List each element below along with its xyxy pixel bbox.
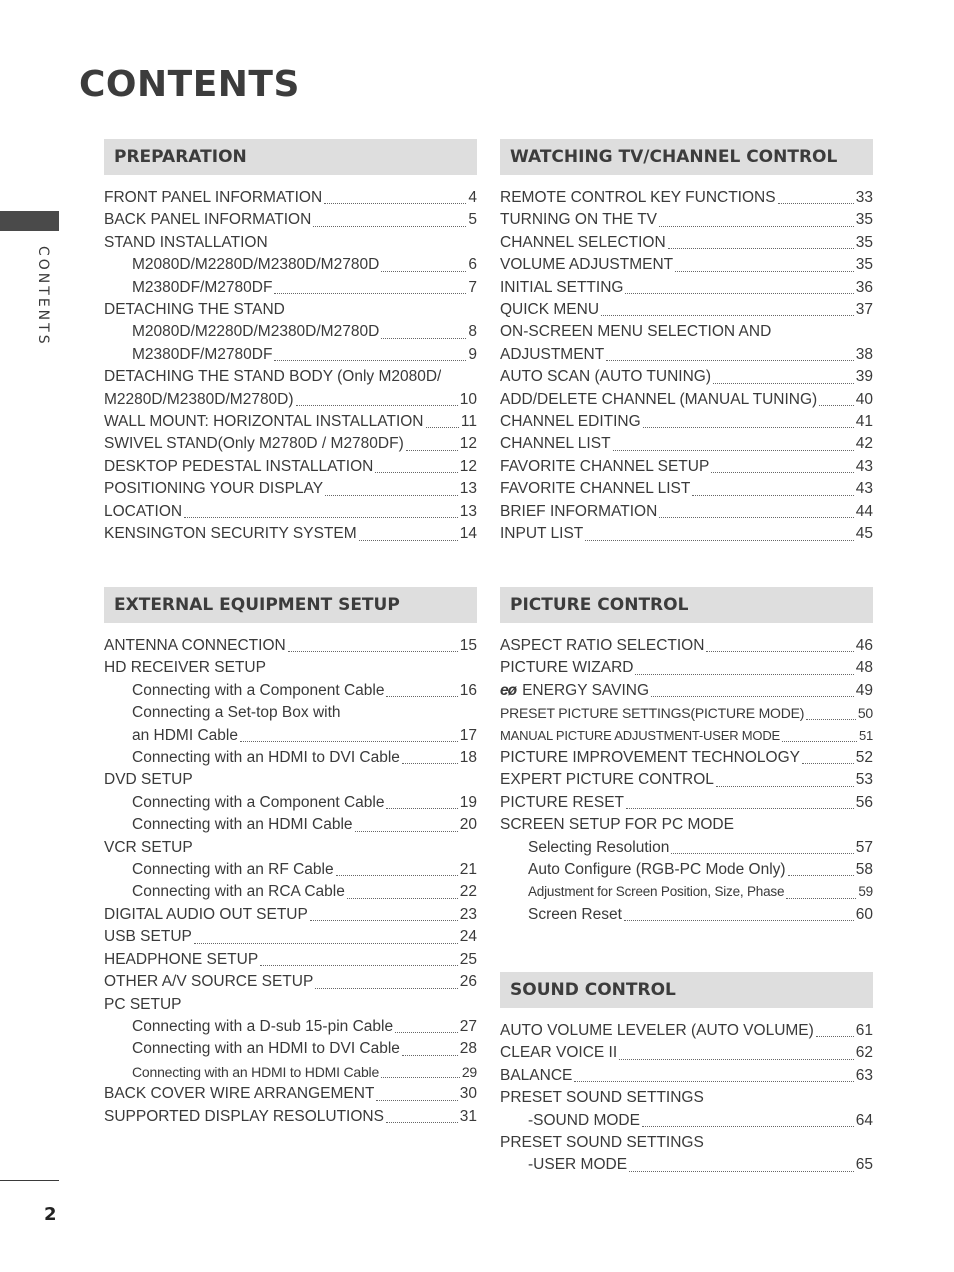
toc-entry-title: M2080D/M2280D/M2380D/M2780D bbox=[132, 323, 380, 341]
toc-entry-title: Screen Reset bbox=[528, 905, 622, 923]
dot-leader bbox=[619, 1055, 854, 1060]
dot-leader bbox=[643, 423, 854, 428]
toc-entry[interactable] bbox=[104, 814, 477, 836]
eco-icon: eø bbox=[500, 681, 517, 699]
toc-entry-title: WALL MOUNT: HORIZONTAL INSTALLATION bbox=[104, 413, 424, 431]
toc-entry[interactable] bbox=[500, 1132, 873, 1154]
toc-entry-page: 12 bbox=[459, 457, 477, 475]
toc-entry[interactable] bbox=[104, 254, 477, 276]
toc-entry-title: VOLUME ADJUSTMENT bbox=[500, 256, 674, 274]
toc-entry[interactable] bbox=[104, 1083, 477, 1105]
toc-entry-title: PC SETUP bbox=[104, 995, 182, 1013]
toc-entry[interactable] bbox=[104, 926, 477, 948]
toc-entry[interactable] bbox=[500, 814, 873, 836]
toc-entry[interactable] bbox=[104, 1038, 477, 1060]
dot-leader bbox=[782, 737, 857, 742]
toc-entry-page: 65 bbox=[855, 1156, 873, 1174]
toc-entry-title: Auto Configure (RGB-PC Mode Only) bbox=[528, 861, 786, 879]
toc-entry[interactable] bbox=[500, 859, 873, 881]
toc-entry-page: 36 bbox=[855, 278, 873, 296]
toc-entry-title: AUTO VOLUME LEVELER (AUTO VOLUME) bbox=[500, 1022, 814, 1039]
toc-entry-page: 6 bbox=[468, 256, 477, 274]
toc-entry-page: 24 bbox=[459, 928, 477, 946]
toc-entry[interactable] bbox=[104, 747, 477, 769]
toc-entry-page: 8 bbox=[468, 323, 477, 341]
toc-entry-page: 61 bbox=[855, 1022, 873, 1039]
toc-entry-title: BACK COVER WIRE ARRANGEMENT bbox=[104, 1085, 375, 1103]
section-external-equipment bbox=[104, 587, 477, 1128]
toc-entry[interactable] bbox=[500, 1020, 873, 1042]
toc-entry-page: 46 bbox=[855, 637, 873, 654]
toc-entry[interactable] bbox=[500, 1154, 873, 1176]
toc-entry-title: DETACHING THE STAND bbox=[104, 301, 285, 319]
dot-leader bbox=[574, 1077, 853, 1082]
dot-leader bbox=[629, 1167, 854, 1172]
toc-entry-page: 42 bbox=[855, 435, 873, 453]
toc-entry-title: PICTURE RESET bbox=[500, 793, 625, 811]
dot-leader bbox=[819, 401, 854, 406]
side-tab-marker bbox=[0, 211, 59, 231]
dot-leader bbox=[376, 1096, 457, 1101]
dot-leader bbox=[240, 737, 458, 742]
toc-entry-title: Connecting with an RF Cable bbox=[132, 861, 334, 879]
dot-leader bbox=[395, 1028, 458, 1033]
toc-entry-page: 5 bbox=[468, 211, 477, 229]
dot-leader bbox=[313, 222, 466, 227]
toc-entry[interactable] bbox=[500, 769, 873, 791]
footer-divider bbox=[0, 1180, 59, 1181]
toc-entry-title: SUPPORTED DISPLAY RESOLUTIONS bbox=[104, 1107, 384, 1125]
toc-list bbox=[500, 635, 873, 926]
dot-leader bbox=[675, 267, 854, 272]
toc-entry[interactable] bbox=[104, 837, 477, 859]
toc-entry-title: VCR SETUP bbox=[104, 838, 193, 856]
toc-entry-page: 15 bbox=[459, 637, 477, 654]
dot-leader bbox=[260, 961, 458, 966]
toc-entry[interactable] bbox=[104, 209, 477, 231]
toc-entry[interactable] bbox=[500, 254, 873, 276]
toc-entry-page: 59 bbox=[858, 884, 873, 900]
toc-entry[interactable] bbox=[500, 366, 873, 388]
dot-leader bbox=[386, 1118, 458, 1123]
toc-entry-title: FRONT PANEL INFORMATION bbox=[104, 189, 323, 206]
toc-entry[interactable] bbox=[500, 1065, 873, 1087]
toc-entry-title: FAVORITE CHANNEL LIST bbox=[500, 480, 691, 498]
section-heading: PICTURE CONTROL bbox=[500, 587, 873, 623]
toc-entry[interactable] bbox=[500, 837, 873, 859]
toc-entry-title: Connecting with an HDMI to HDMI Cable bbox=[132, 1063, 380, 1080]
toc-entry[interactable] bbox=[104, 344, 477, 366]
toc-entry-page: 10 bbox=[459, 390, 477, 408]
dot-leader bbox=[324, 199, 466, 204]
dot-leader bbox=[788, 871, 854, 876]
toc-entry-title: CHANNEL SELECTION bbox=[500, 233, 666, 251]
toc-entry[interactable] bbox=[500, 456, 873, 478]
toc-entry-page: 16 bbox=[459, 681, 477, 699]
toc-entry-title: Connecting with an HDMI Cable bbox=[132, 816, 353, 834]
toc-entry-page: 23 bbox=[459, 905, 477, 923]
dot-leader bbox=[635, 670, 853, 675]
toc-entry-title: CHANNEL EDITING bbox=[500, 413, 641, 431]
dot-leader bbox=[355, 827, 458, 832]
toc-entry-page: 41 bbox=[855, 413, 873, 431]
dot-leader bbox=[381, 1073, 460, 1078]
toc-entry[interactable] bbox=[104, 411, 477, 433]
toc-entry-page: 57 bbox=[855, 838, 873, 856]
toc-entry-page: 22 bbox=[459, 883, 477, 901]
toc-entry[interactable] bbox=[104, 433, 477, 455]
dot-leader bbox=[381, 267, 466, 272]
toc-entry-title: ON-SCREEN MENU SELECTION AND bbox=[500, 323, 772, 341]
toc-entry[interactable] bbox=[104, 859, 477, 881]
toc-entry[interactable] bbox=[500, 635, 873, 657]
toc-entry-page: 63 bbox=[855, 1066, 873, 1084]
toc-entry-title: INPUT LIST bbox=[500, 525, 584, 543]
dot-leader bbox=[816, 1032, 854, 1037]
dot-leader bbox=[606, 356, 854, 361]
toc-entry[interactable] bbox=[104, 904, 477, 926]
toc-list bbox=[104, 187, 477, 546]
section-heading: WATCHING TV/CHANNEL CONTROL bbox=[500, 139, 873, 175]
toc-entry-page: 62 bbox=[855, 1044, 873, 1062]
dot-leader bbox=[194, 939, 458, 944]
dot-leader bbox=[274, 289, 466, 294]
toc-entry-page: 50 bbox=[857, 705, 873, 722]
toc-entry-page: 52 bbox=[855, 749, 873, 767]
toc-entry-page: 11 bbox=[460, 413, 477, 431]
toc-entry-title: KENSINGTON SECURITY SYSTEM bbox=[104, 525, 357, 543]
toc-entry[interactable] bbox=[104, 501, 477, 523]
toc-entry-title: ENERGY SAVING bbox=[522, 681, 649, 699]
toc-entry[interactable] bbox=[104, 702, 477, 724]
toc-entry-title: Connecting with an HDMI to DVI Cable bbox=[132, 749, 400, 767]
toc-entry[interactable] bbox=[104, 725, 477, 747]
toc-entry-title: OTHER A/V SOURCE SETUP bbox=[104, 973, 314, 991]
toc-entry[interactable] bbox=[104, 792, 477, 814]
toc-entry-title: HEADPHONE SETUP bbox=[104, 950, 259, 968]
section-heading: EXTERNAL EQUIPMENT SETUP bbox=[104, 587, 477, 623]
toc-entry-title: QUICK MENU bbox=[500, 301, 600, 319]
toc-entry-title: CHANNEL LIST bbox=[500, 435, 611, 453]
toc-entry-page: 4 bbox=[468, 189, 477, 206]
toc-entry[interactable] bbox=[104, 277, 477, 299]
toc-entry-page: 37 bbox=[855, 301, 873, 319]
toc-entry[interactable] bbox=[500, 187, 873, 209]
toc-entry-title: PRESET SOUND SETTINGS bbox=[500, 1134, 704, 1152]
toc-entry[interactable] bbox=[104, 478, 477, 500]
dot-leader bbox=[184, 513, 458, 518]
toc-entry[interactable] bbox=[104, 523, 477, 545]
toc-entry-title: ADD/DELETE CHANNEL (MANUAL TUNING) bbox=[500, 390, 818, 408]
dot-leader bbox=[402, 759, 458, 764]
toc-entry-page: 44 bbox=[855, 502, 873, 520]
dot-leader bbox=[347, 894, 458, 899]
dot-leader bbox=[625, 289, 853, 294]
toc-entry-page: 13 bbox=[459, 480, 477, 498]
toc-entry-page: 49 bbox=[855, 681, 873, 699]
dot-leader bbox=[711, 468, 853, 473]
toc-entry[interactable] bbox=[500, 1087, 873, 1109]
toc-entry[interactable] bbox=[500, 389, 873, 411]
toc-entry[interactable] bbox=[104, 994, 477, 1016]
toc-entry-title: PICTURE WIZARD bbox=[500, 659, 634, 677]
dot-leader bbox=[274, 356, 466, 361]
toc-entry-title: ANTENNA CONNECTION bbox=[104, 637, 286, 654]
toc-list bbox=[104, 635, 477, 1128]
toc-entry[interactable] bbox=[500, 725, 873, 747]
toc-entry-page: 43 bbox=[855, 480, 873, 498]
toc-entry-title: DIGITAL AUDIO OUT SETUP bbox=[104, 905, 308, 923]
toc-entry-title: Connecting a Set-top Box with bbox=[132, 704, 341, 722]
dot-leader bbox=[601, 311, 854, 316]
toc-list bbox=[500, 187, 873, 546]
dot-leader bbox=[659, 513, 853, 518]
toc-entry[interactable] bbox=[104, 299, 477, 321]
toc-entry-page: 25 bbox=[459, 950, 477, 968]
toc-entry-page: 27 bbox=[459, 1017, 477, 1035]
toc-entry-title: BRIEF INFORMATION bbox=[500, 502, 658, 520]
toc-entry[interactable] bbox=[500, 344, 873, 366]
toc-entry-page: 12 bbox=[459, 435, 477, 453]
toc-entry-page: 17 bbox=[459, 726, 477, 744]
toc-entry[interactable] bbox=[500, 657, 873, 679]
dot-leader bbox=[624, 916, 854, 921]
toc-entry-page: 18 bbox=[459, 749, 477, 767]
dot-leader bbox=[716, 782, 854, 787]
dot-leader bbox=[359, 536, 458, 541]
dot-leader bbox=[706, 647, 853, 652]
toc-entry[interactable] bbox=[104, 1106, 477, 1128]
toc-entry-page: 33 bbox=[855, 189, 873, 206]
toc-entry[interactable] bbox=[500, 1042, 873, 1064]
toc-entry-title: USB SETUP bbox=[104, 928, 192, 946]
toc-entry-title: EXPERT PICTURE CONTROL bbox=[500, 771, 714, 789]
toc-entry[interactable] bbox=[104, 232, 477, 254]
page-title: CONTENTS bbox=[79, 64, 300, 105]
dot-leader bbox=[626, 804, 854, 809]
toc-entry[interactable] bbox=[104, 366, 477, 388]
toc-entry-title: BALANCE bbox=[500, 1066, 573, 1084]
toc-entry-page: 35 bbox=[855, 233, 873, 251]
toc-entry-title: PICTURE IMPROVEMENT TECHNOLOGY bbox=[500, 749, 800, 767]
toc-entry-title: M2380DF/M2780DF bbox=[132, 345, 273, 363]
toc-entry[interactable] bbox=[104, 971, 477, 993]
toc-entry-title: REMOTE CONTROL KEY FUNCTIONS bbox=[500, 189, 776, 206]
toc-entry-title: BACK PANEL INFORMATION bbox=[104, 211, 312, 229]
toc-entry-title: M2080D/M2280D/M2380D/M2780D bbox=[132, 256, 380, 274]
toc-entry-page: 19 bbox=[459, 793, 477, 811]
section-heading: PREPARATION bbox=[104, 139, 477, 175]
toc-entry-page: 7 bbox=[468, 278, 477, 296]
toc-entry[interactable] bbox=[500, 209, 873, 231]
toc-entry-page: 14 bbox=[459, 525, 477, 543]
toc-entry-page: 60 bbox=[855, 905, 873, 923]
toc-entry[interactable] bbox=[104, 881, 477, 903]
toc-entry[interactable] bbox=[104, 769, 477, 791]
toc-entry-title: PRESET SOUND SETTINGS bbox=[500, 1089, 704, 1107]
toc-entry-title: MANUAL PICTURE ADJUSTMENT-USER MODE bbox=[500, 727, 780, 743]
toc-entry-title: ASPECT RATIO SELECTION bbox=[500, 637, 705, 654]
dot-leader bbox=[375, 468, 457, 473]
dot-leader bbox=[402, 1051, 458, 1056]
toc-entry-page: 20 bbox=[459, 816, 477, 834]
toc-entry-title: AUTO SCAN (AUTO TUNING) bbox=[500, 368, 711, 386]
dot-leader bbox=[315, 984, 457, 989]
dot-leader bbox=[296, 401, 458, 406]
dot-leader bbox=[426, 423, 459, 428]
toc-entry-page: 30 bbox=[459, 1085, 477, 1103]
toc-entry-title: SWIVEL STAND(Only M2780D / M2780DF) bbox=[104, 435, 404, 453]
dot-leader bbox=[671, 849, 853, 854]
dot-leader bbox=[692, 491, 853, 496]
toc-entry-page: 26 bbox=[459, 973, 477, 991]
page-number: 2 bbox=[44, 1204, 57, 1225]
dot-leader bbox=[806, 715, 856, 720]
section-picture-control bbox=[500, 587, 873, 926]
toc-entry[interactable] bbox=[104, 949, 477, 971]
section-preparation bbox=[104, 139, 477, 546]
toc-entry[interactable] bbox=[500, 1110, 873, 1132]
toc-entry[interactable] bbox=[104, 657, 477, 679]
toc-entry[interactable] bbox=[500, 792, 873, 814]
toc-entry[interactable] bbox=[500, 433, 873, 455]
toc-entry-page: 53 bbox=[855, 771, 873, 789]
dot-leader bbox=[642, 1122, 854, 1127]
toc-entry[interactable] bbox=[104, 680, 477, 702]
toc-entry[interactable] bbox=[500, 680, 873, 702]
toc-entry-page: 58 bbox=[855, 861, 873, 879]
toc-entry[interactable] bbox=[500, 881, 873, 903]
toc-entry-title: POSITIONING YOUR DISPLAY bbox=[104, 480, 324, 498]
toc-entry-page: 31 bbox=[459, 1107, 477, 1125]
toc-entry-title: LOCATION bbox=[104, 502, 183, 520]
toc-entry-page: 43 bbox=[855, 457, 873, 475]
toc-entry[interactable] bbox=[500, 321, 873, 343]
toc-entry-page: 48 bbox=[855, 659, 873, 677]
toc-entry-page: 35 bbox=[855, 211, 873, 229]
toc-entry-title: STAND INSTALLATION bbox=[104, 233, 268, 251]
toc-entry[interactable] bbox=[500, 747, 873, 769]
dot-leader bbox=[381, 334, 466, 339]
dot-leader bbox=[778, 199, 854, 204]
dot-leader bbox=[651, 692, 854, 697]
toc-entry-page: 29 bbox=[461, 1063, 477, 1080]
dot-leader bbox=[659, 222, 854, 227]
toc-entry-page: 35 bbox=[855, 256, 873, 274]
toc-entry-page: 9 bbox=[468, 345, 477, 363]
toc-entry[interactable] bbox=[500, 478, 873, 500]
toc-entry-title: M2280D/M2380D/M2780D) bbox=[104, 390, 294, 408]
dot-leader bbox=[310, 916, 458, 921]
toc-entry-title: Connecting with a Component Cable bbox=[132, 793, 385, 811]
section-watching-tv bbox=[500, 139, 873, 546]
toc-entry[interactable] bbox=[104, 1016, 477, 1038]
toc-entry-page: 45 bbox=[855, 525, 873, 543]
toc-entry[interactable] bbox=[500, 411, 873, 433]
toc-entry-page: 21 bbox=[459, 861, 477, 879]
toc-entry[interactable] bbox=[104, 1061, 477, 1083]
dot-leader bbox=[386, 692, 457, 697]
toc-entry-title: Connecting with a Component Cable bbox=[132, 681, 385, 699]
toc-entry-page: 39 bbox=[855, 368, 873, 386]
toc-entry-title: PRESET PICTURE SETTINGS(PICTURE MODE) bbox=[500, 705, 805, 722]
section-heading: SOUND CONTROL bbox=[500, 972, 873, 1008]
toc-entry-page: 13 bbox=[459, 502, 477, 520]
toc-entry-title: Selecting Resolution bbox=[528, 838, 670, 856]
dot-leader bbox=[802, 759, 854, 764]
toc-entry-title: Connecting with a D-sub 15-pin Cable bbox=[132, 1017, 394, 1035]
toc-entry[interactable] bbox=[104, 389, 477, 411]
toc-entry[interactable] bbox=[500, 702, 873, 724]
toc-entry-title: INITIAL SETTING bbox=[500, 278, 624, 296]
toc-entry-title: HD RECEIVER SETUP bbox=[104, 659, 266, 677]
toc-list bbox=[500, 1020, 873, 1177]
dot-leader bbox=[386, 804, 457, 809]
toc-entry[interactable] bbox=[500, 904, 873, 926]
toc-entry-title: Connecting with an RCA Cable bbox=[132, 883, 345, 901]
toc-entry[interactable] bbox=[104, 187, 477, 209]
toc-entry-title: an HDMI Cable bbox=[132, 726, 238, 744]
toc-entry-title: Connecting with an HDMI to DVI Cable bbox=[132, 1040, 400, 1058]
toc-entry[interactable] bbox=[500, 232, 873, 254]
toc-entry-page: 38 bbox=[855, 345, 873, 363]
toc-entry-title: TURNING ON THE TV bbox=[500, 211, 658, 229]
dot-leader bbox=[406, 446, 458, 451]
toc-entry-title: DETACHING THE STAND BODY (Only M2080D/ bbox=[104, 368, 442, 386]
toc-entry[interactable] bbox=[500, 523, 873, 545]
dot-leader bbox=[585, 536, 853, 541]
toc-entry-title: CLEAR VOICE II bbox=[500, 1044, 618, 1062]
toc-entry[interactable] bbox=[104, 456, 477, 478]
dot-leader bbox=[668, 244, 854, 249]
toc-entry-page: 56 bbox=[855, 793, 873, 811]
toc-entry-title: SCREEN SETUP FOR PC MODE bbox=[500, 816, 734, 834]
toc-entry-title: Adjustment for Screen Position, Size, Phase bbox=[528, 884, 785, 900]
toc-entry-page: 28 bbox=[459, 1040, 477, 1058]
toc-entry-page: 64 bbox=[855, 1111, 873, 1129]
dot-leader bbox=[288, 647, 458, 652]
dot-leader bbox=[325, 491, 458, 496]
toc-entry-title: -USER MODE bbox=[528, 1156, 628, 1174]
dot-leader bbox=[336, 871, 458, 876]
toc-entry-page: 40 bbox=[855, 390, 873, 408]
toc-entry[interactable] bbox=[500, 501, 873, 523]
toc-entry[interactable] bbox=[104, 321, 477, 343]
toc-entry-title: ADJUSTMENT bbox=[500, 345, 605, 363]
dot-leader bbox=[613, 446, 854, 451]
toc-entry-title: FAVORITE CHANNEL SETUP bbox=[500, 457, 710, 475]
toc-entry[interactable] bbox=[104, 635, 477, 657]
toc-entry[interactable] bbox=[500, 299, 873, 321]
toc-entry-title: DVD SETUP bbox=[104, 771, 193, 789]
toc-entry[interactable] bbox=[500, 277, 873, 299]
toc-entry-title: M2380DF/M2780DF bbox=[132, 278, 273, 296]
side-label: CONTENTS bbox=[35, 246, 51, 347]
section-sound-control bbox=[500, 972, 873, 1177]
dot-leader bbox=[713, 379, 854, 384]
toc-entry-title: -SOUND MODE bbox=[528, 1111, 640, 1129]
toc-entry-title: DESKTOP PEDESTAL INSTALLATION bbox=[104, 457, 374, 475]
toc-entry-page: 51 bbox=[858, 727, 873, 743]
dot-leader bbox=[786, 894, 856, 899]
